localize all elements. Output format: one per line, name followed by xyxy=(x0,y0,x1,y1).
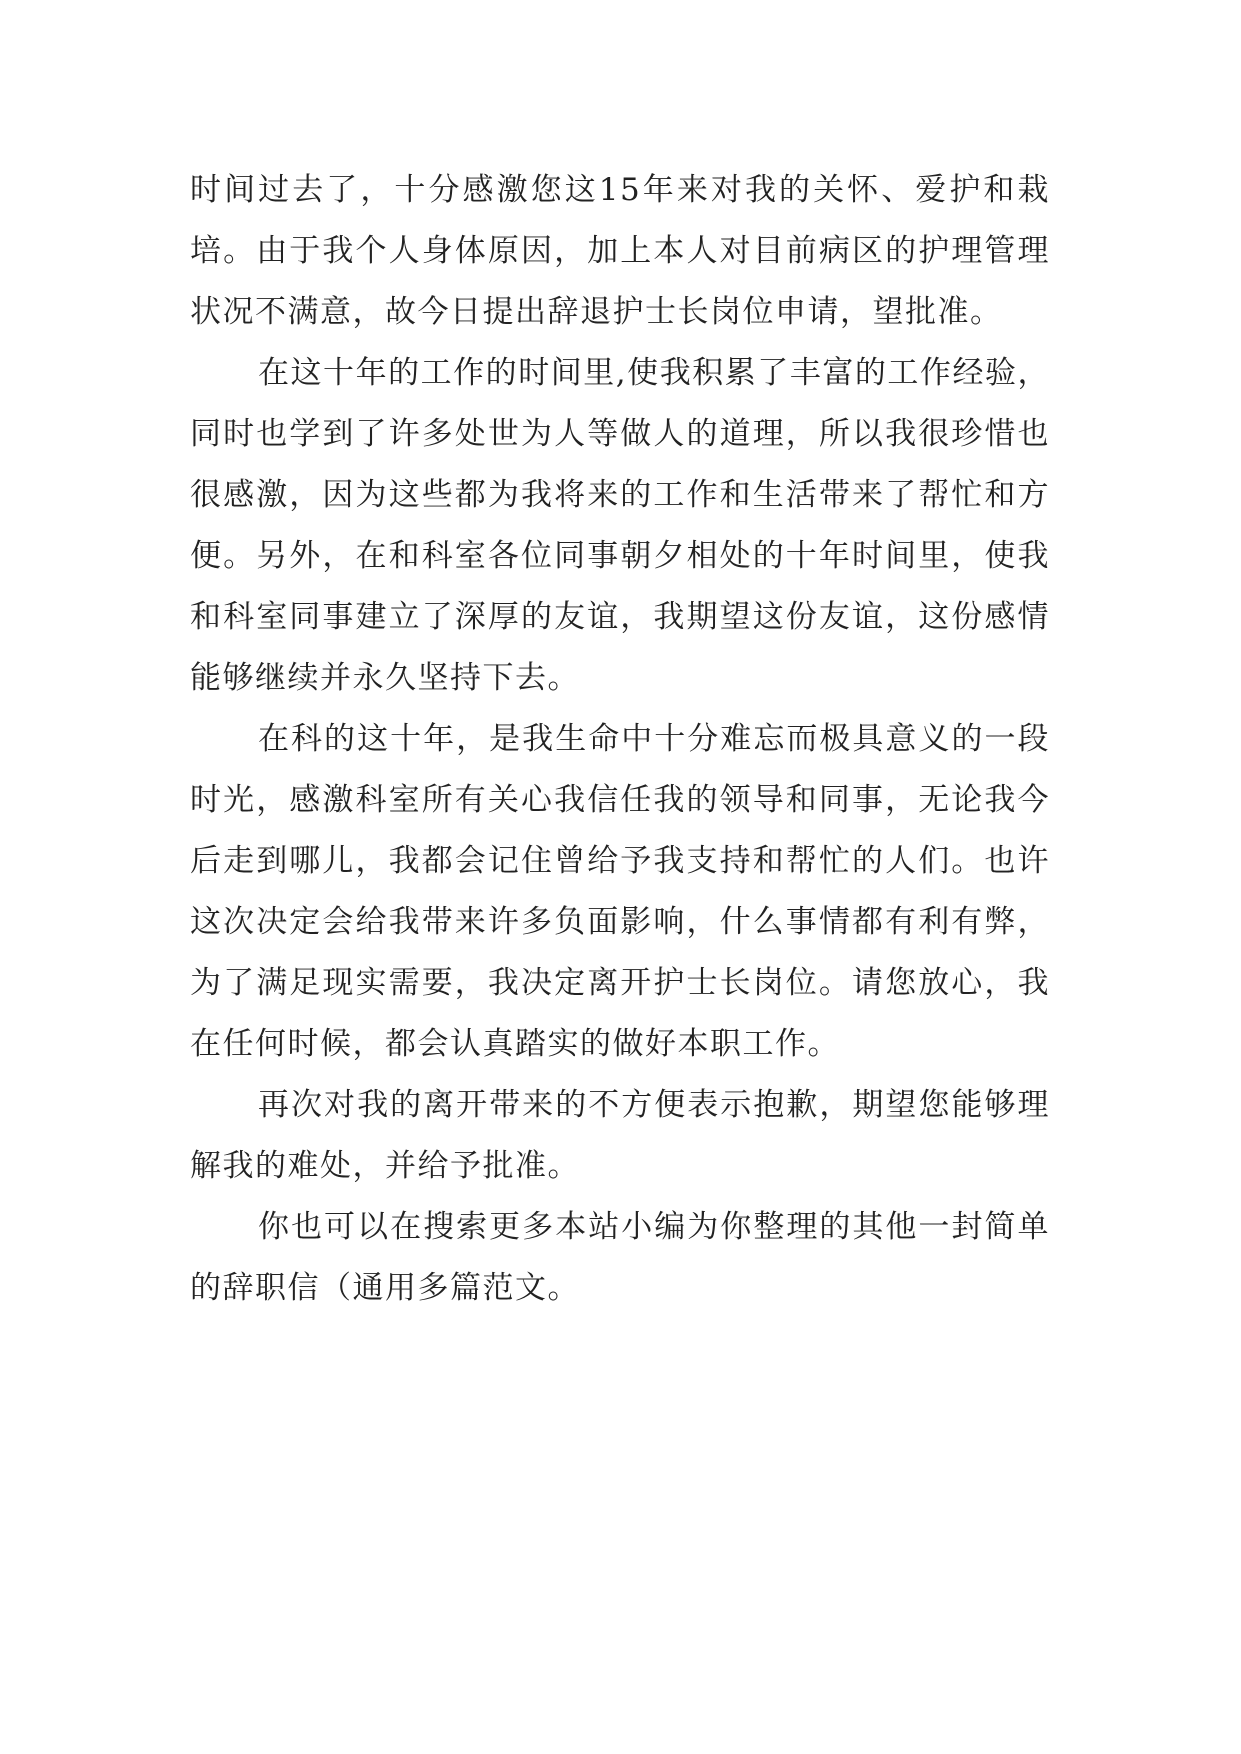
letter-body xyxy=(190,160,1050,1319)
paragraph-gratitude: 在科的这十年，是我生命中十分难忘而极具意义的一段时光，感激科室所有关心我信任我的领导和同事，无论我今后走到哪儿，我都会记住曾给予我支持和帮忙的人们。也许这次决定会给我带来许多负面影响，什么事情都有利有弊，为了满足现实需要，我决定离开护士长岗位。请您放心，我在任何时候，都会认真踏实的做好本职工作。 xyxy=(190,721,1050,1062)
paragraph-experience: 在这十年的工作的时间里,使我积累了丰富的工作经验，同时也学到了许多处世为人等做人的道理，所以我很珍惜也很感激，因为这些都为我将来的工作和生活带来了帮忙和方便。另外，在和科室各位同事朝夕相处的十年时间里，使我和科室同事建立了深厚的友谊，我期望这份友谊，这份感情能够继续并永久坚持下去。 xyxy=(190,355,1050,696)
paragraph-footer-note: 你也可以在搜索更多本站小编为你整理的其他一封简单的辞职信（通用多篇范文。 xyxy=(190,1209,1050,1306)
paragraph-continuation: 时间过去了，十分感激您这15年来对我的关怀、爱护和栽培。由于我个人身体原因，加上本人对目前病区的护理管理状况不满意，故今日提出辞退护士长岗位申请，望批准。 xyxy=(190,172,1050,330)
paragraph-apology: 再次对我的离开带来的不方便表示抱歉，期望您能够理解我的难处，并给予批准。 xyxy=(190,1087,1050,1184)
